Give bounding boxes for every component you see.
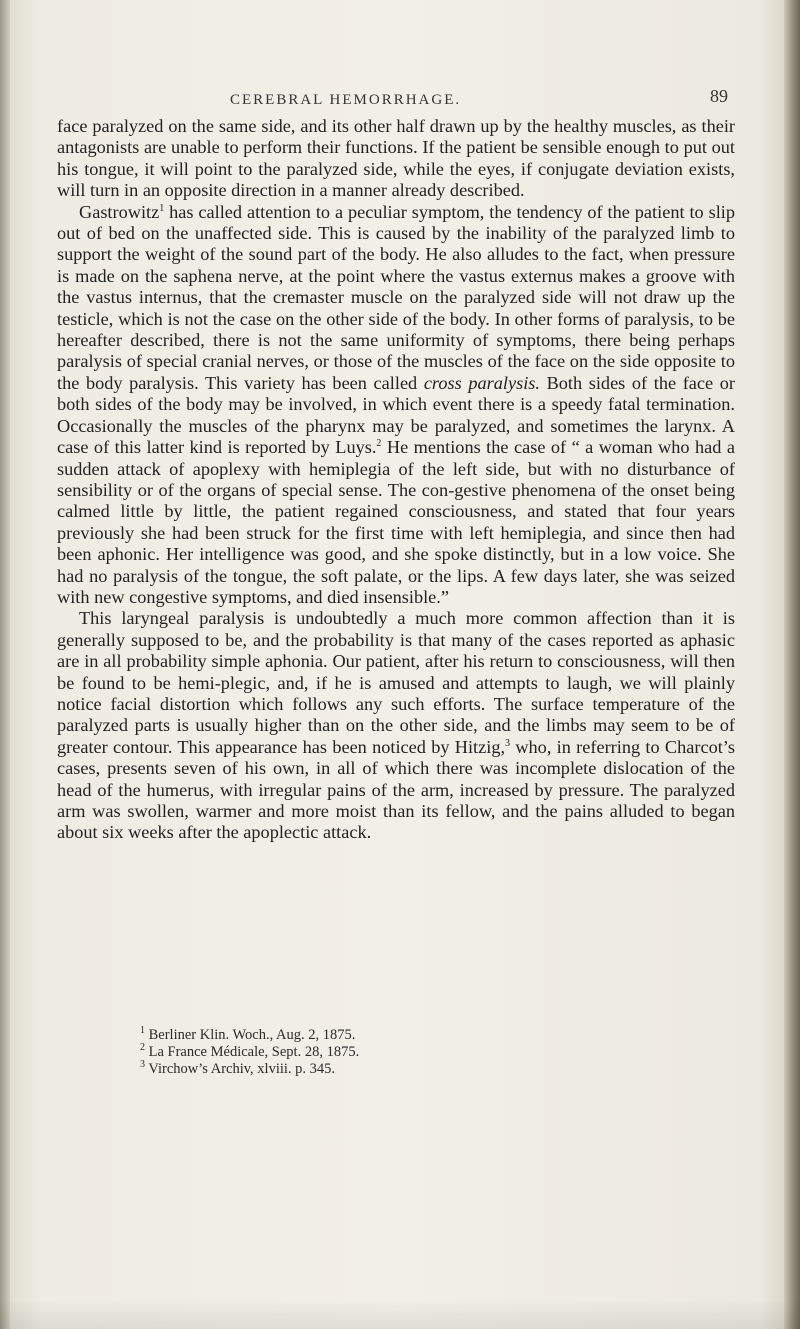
footnote-ref: 1 [159,202,165,214]
paragraph [57,608,735,843]
text-run: Gastrowitz [79,201,160,222]
footnote-ref: 2 [376,438,382,449]
footnote-ref: 3 [505,737,511,749]
footnotes [140,1027,700,1078]
text-run: Both sides of the face or both sides of the body may be involved, in which event there is a speedy fatal termination. Occasionally the muscles of the pharynx may be paralyzed, and sometimes the larynx. A case of this latter kind is reported by Luys. [57,372,735,458]
footnote [140,1061,700,1078]
text-run: He mentions the case of “ a woman who had a sudden attack of apoplexy with hemiplegia of the left side, but with no disturbance of sensibility or of the organs of special sense. The con-gestive phenomena of the onset being calmed little by little, the patient regained consciousness, and stated that four years previously she had been struck for the first time with left hemiplegia, and since then had been aphonic. Her intelligence was good, and she spoke distinctly, but in a low voice. She had no paralysis of the tongue, the soft palate, or the lips. A few days later, she was seized with new congestive symptoms, and died insensible.” [57,437,735,607]
page-bottom-shadow [0,1299,800,1329]
footnote [140,1027,700,1044]
footnote-text: La France Médicale, Sept. 28, 1875. [145,1044,360,1060]
footnote-mark: 3 [140,1059,145,1071]
footnote-text: Virchow’s Archiv, xlviii. p. 345. [145,1061,336,1077]
footnote-text: Berliner Klin. Woch., Aug. 2, 1875. [145,1027,356,1043]
paragraph [57,202,735,609]
footnote-mark: 2 [140,1042,145,1054]
page-left-edge [0,0,10,1329]
footnote-mark: 1 [140,1025,145,1037]
italic-term: cross paralysis. [423,372,540,393]
running-head: CEREBRAL HEMORRHAGE. [230,92,462,108]
page-header [60,86,740,116]
footnote [140,1044,700,1061]
text-run: has called attention to a peculiar symptom, the tendency of the patient to slip out of bed on the unaffected side. This is caused by the inability of the paralyzed limb to support the weight of the sound part of the body. He also alludes to the fact, when pressure is made on the saphena nerve, at the point where the vastus externus makes a groove with the vastus internus, that the cremaster muscle on the paralyzed side will not draw up the testicle, which is not the case on the other side of the body. In other forms of paralysis, to be hereafter described, there is not the same uniformity of symptoms, there being perhaps paralysis of special cranial nerves, or those of the muscles of the face on the side opposite to the body paralysis. This variety has been called [57,201,735,393]
page-right-edge [784,0,800,1329]
page-number: 89 [710,86,728,106]
body-text [57,116,735,844]
text-run: This laryngeal paralysis is undoubtedly a much more common affection than it is generally supposed to be, and the probability is that many of the cases reported as aphasic are in all probability simple aphonia. Our patient, after his return to consciousness, will then be found to be hemi-plegic, and, if he is amused and attempts to laugh, we will plainly notice facial distortion which follows any such efforts. The surface temperature of the paralyzed parts is usually higher than on the other side, and the limbs may seem to be of greater contour. This appearance has been noticed by Hitzig, [57,608,735,757]
text-run: who, in referring to Charcot’s cases, presents seven of his own, in all of which there was incomplete dislocation of the head of the humerus, with irregular pains of the arm, increased by pressure. The paralyzed arm was swollen, warmer and more moist than its fellow, and the pains alluded to began about six weeks after the apoplectic attack. [57,736,735,843]
paragraph: face paralyzed on the same side, and its other half drawn up by the healthy muscles, as their antagonists are unable to perform their functions. If the patient be sensible enough to put out his tongue, it will point to the paralyzed side, while the eyes, if conjugate deviation exists, will turn in an opposite direction in a manner already described. [57,116,735,201]
